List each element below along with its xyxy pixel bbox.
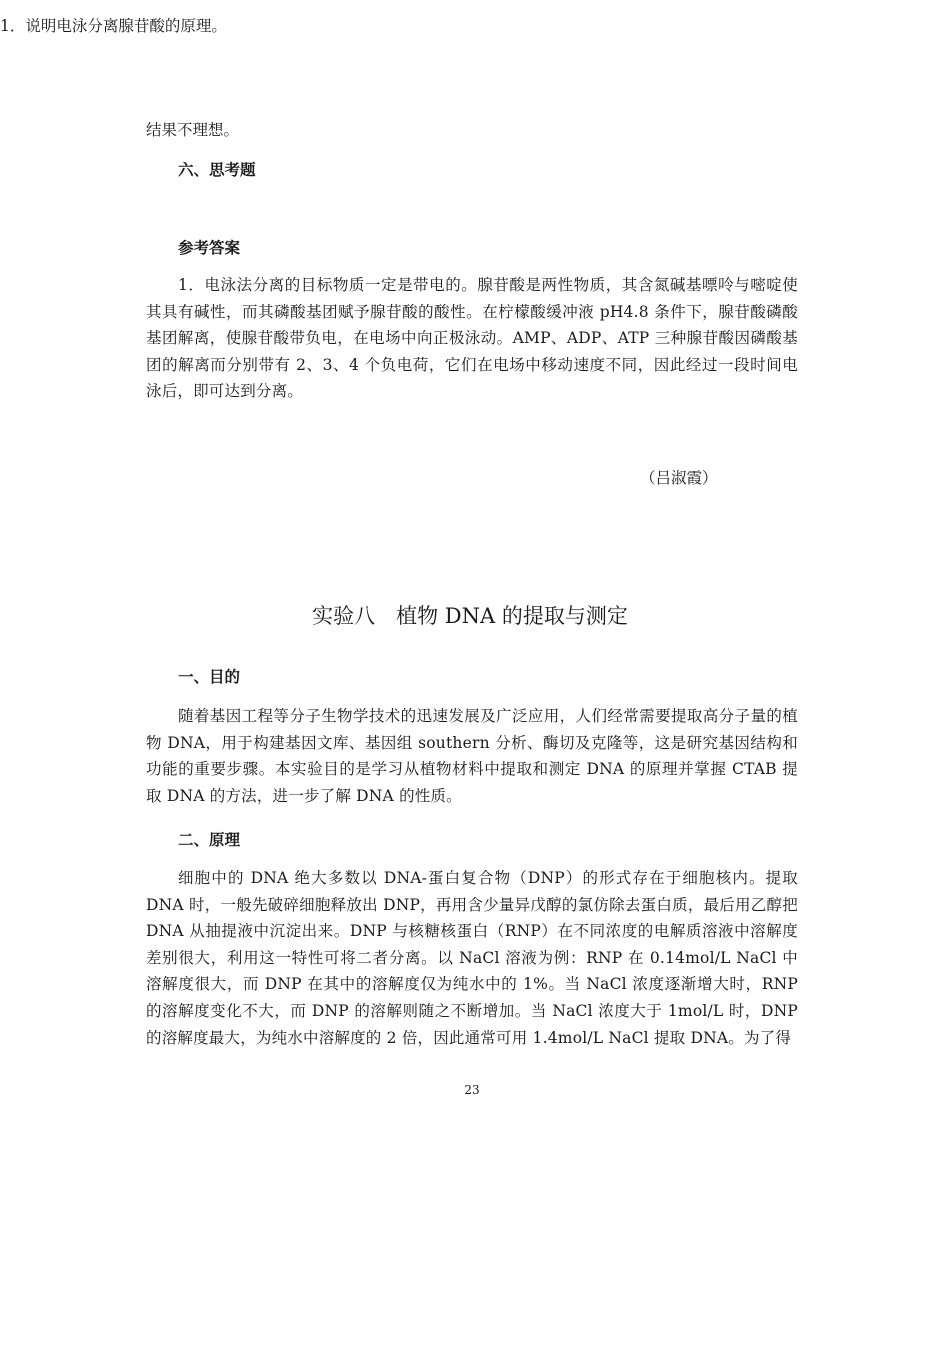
question-item: 1．说明电泳分离腺苷酸的原理。 [0, 16, 227, 35]
principle-paragraph: 细胞中的 DNA 绝大多数以 DNA-蛋白复合物（DNP）的形式存在于细胞核内。提取 DNA 时，一般先破碎细胞释放出 DNP，再用含少量异戊醇的氯仿除去蛋白质，最后用乙醇把 DNA 从抽提液中沉淀出来。DNP 与核糖核蛋白（RNP）在不同浓度的电解质溶液中溶解度差别很大，利用这一特性可将二者分离。以 NaCl 溶液为例：RNP 在 0.14mol/L NaCl 中溶解度很大，而 DNP 在其中的溶解度仅为纯水中的 1%。当 NaCl 浓度逐渐增大时，RNP 的溶解度变化不大，而 DNP 的溶解则随之不断增加。当 NaCl 浓度大于 1mol/L 时，DNP 的溶解度最大，为纯水中溶解度的 2 倍，因此通常可用 1.4mol/L NaCl 提取 DNA。为了得 [146, 869, 798, 1047]
answer-paragraph: 1．电泳法分离的目标物质一定是带电的。腺苷酸是两性物质，其含氮碱基嘌呤与嘧啶使其具有碱性，而其磷酸基团赋予腺苷酸的酸性。在柠檬酸缓冲液 pH4.8 条件下，腺苷酸磷酸基团解离，使腺苷酸带负电，在电场中向正极泳动。AMP、ADP、ATP 三种腺苷酸因磷酸基团的解离而分别带有 2、3、4 个负电荷，它们在电场中移动速度不同，因此经过一段时间电泳后，即可达到分离。 [146, 276, 798, 401]
page-number: 23 [464, 1083, 480, 1097]
answer-heading: 参考答案 [178, 239, 241, 257]
experiment-title: 实验八 植物 DNA 的提取与测定 [312, 604, 628, 628]
author-signature: （吕淑霞） [640, 469, 718, 487]
section-heading-purpose: 一、目的 [178, 668, 241, 686]
section-heading-principle: 二、原理 [178, 831, 241, 849]
purpose-paragraph: 随着基因工程等分子生物学技术的迅速发展及广泛应用，人们经常需要提取高分子量的植物 DNA，用于构建基因文库、基因组 southern 分析、酶切及克隆等，这是研究基因结构和功能的重要步骤。本实验目的是学习从植物材料中提取和测定 DNA 的原理并掌握 CTAB 提取 DNA 的方法，进一步了解 DNA 的性质。 [146, 707, 798, 805]
section-heading-questions: 六、思考题 [178, 161, 256, 179]
continued-text-line: 结果不理想。 [146, 121, 240, 139]
